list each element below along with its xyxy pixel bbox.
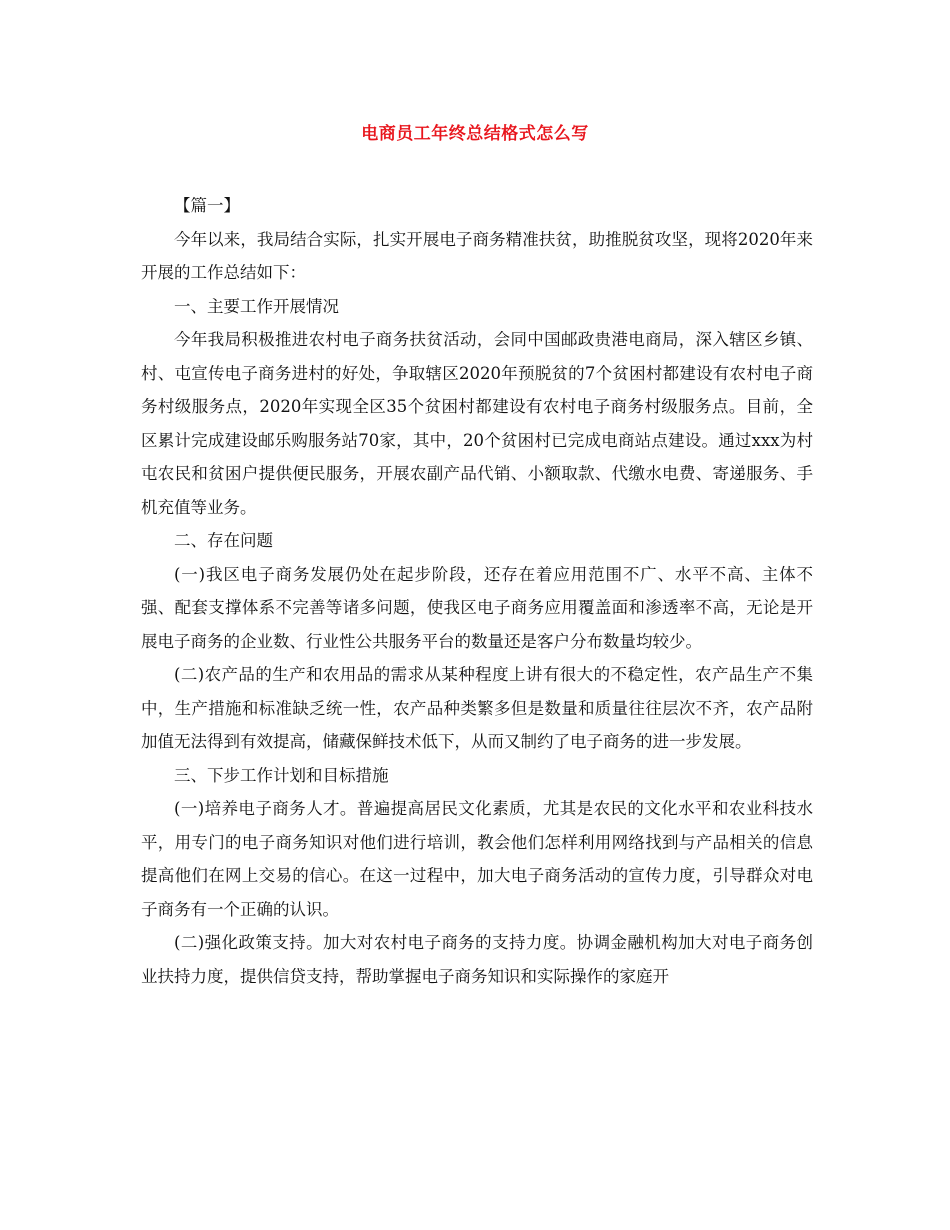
problem-paragraph-2: (二)农产品的生产和农用品的需求从某种程度上讲有很大的不稳定性，农产品生产不集中，生产措施和标准缺乏统一性，农产品种类繁多但是数量和质量往往层次不齐，农产品附加值无法得到有效提高，储藏保鲜技术低下，从而又制约了电子商务的进一步发展。 bbox=[141, 665, 813, 751]
problem-paragraph-1: (一)我区电子商务发展仍处在起步阶段，还存在着应用范围不广、水平不高、主体不强、配套支撑体系不完善等诸多问题，使我区电子商务应用覆盖面和渗透率不高，无论是开展电子商务的企业数、行业性公共服务平台的数量还是客户分布数量均较少。 bbox=[141, 564, 813, 651]
section-heading-main-work: 一、主要工作开展情况 bbox=[174, 296, 339, 316]
document-title: 电商员工年终总结格式怎么写 bbox=[361, 124, 589, 144]
next-step-paragraph-2: (二)强化政策支持。加大对农村电子商务的支持力度。协调金融机构加大对电子商务创业扶持力度，提供信贷支持，帮助掌握电子商务知识和实际操作的家庭开 bbox=[141, 933, 813, 986]
intro-paragraph: 今年以来，我局结合实际，扎实开展电子商务精准扶贫，助推脱贫攻坚，现将2020年来开展的工作总结如下： bbox=[141, 229, 813, 282]
main-work-paragraph: 今年我局积极推进农村电子商务扶贫活动，会同中国邮政贵港电商局，深入辖区乡镇、村、屯宣传电子商务进村的好处，争取辖区2020年预脱贫的7个贫困村都建设有农村电子商务村级服务点，2020年实现全区35个贫困村都建设有农村电子商务村级服务点。目前，全区累计完成建设邮乐购服务站70家，其中，20个贫困村已完成电商站点建设。通过xxx为村屯农民和贫困户提供便民服务，开展农副产品代销、小额取款、代缴水电费、寄递服务、手机充值等业务。 bbox=[141, 330, 813, 517]
section-label-part-one: 【篇一】 bbox=[174, 196, 240, 215]
next-step-paragraph-1: (一)培养电子商务人才。普遍提高居民文化素质，尤其是农民的文化水平和农业科技水平，用专门的电子商务知识对他们进行培训，教会他们怎样利用网络找到与产品相关的信息提高他们在网上交易的信心。在这一过程中，加大电子商务活动的宣传力度，引导群众对电子商务有一个正确的认识。 bbox=[141, 799, 813, 919]
section-heading-problems: 二、存在问题 bbox=[174, 531, 273, 550]
section-heading-next-steps: 三、下步工作计划和目标措施 bbox=[174, 765, 389, 785]
document-body bbox=[141, 189, 813, 993]
